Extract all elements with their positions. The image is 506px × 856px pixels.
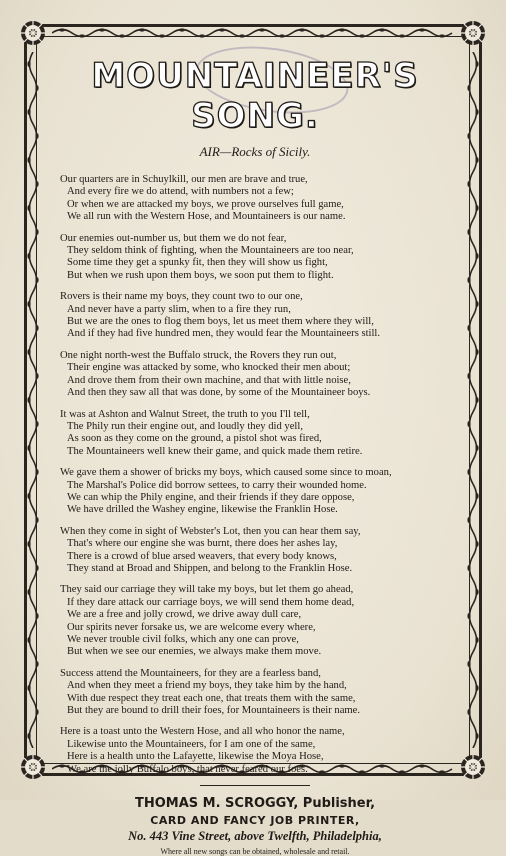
top-vine-ornament — [52, 26, 454, 40]
stanza — [60, 174, 450, 224]
lyric-line: And every fire we do attend, with numbers not a few; — [67, 186, 294, 198]
lyric-line: With due respect they treat each one, that treats them with the same, — [67, 692, 356, 704]
song-title: MOUNTAINEER'S SONG. — [91, 56, 419, 136]
lyric-line: Rovers is their name my boys, they count two to our one, — [60, 291, 303, 303]
stanza — [60, 350, 450, 400]
lyric-line: We all run with the Western Hose, and Mountaineers is our name. — [67, 211, 346, 223]
lyric-line: But we are the ones to flog them boys, let us meet them where they will, — [67, 316, 374, 328]
lyric-line: And never have a party slim, when to a fire they run, — [67, 303, 291, 315]
publisher-address: No. 443 Vine Street, above Twelfth, Philadelphia, — [128, 829, 382, 844]
lyric-line: We never trouble civil folks, which any one can prove, — [67, 634, 299, 645]
lyric-line: As soon as they come on the ground, a pistol shot was fired, — [67, 433, 322, 445]
lyric-line: The Phily run their engine out, and loudly they did yell, — [67, 420, 303, 432]
corner-rosette-icon — [18, 18, 48, 48]
lyric-line: And when they meet a friend my boys, they take him by the hand, — [67, 680, 347, 692]
stanza — [60, 526, 450, 576]
lyrics — [60, 174, 450, 776]
lyric-line: Here is a toast unto the Western Hose, and all who honor the name, — [60, 726, 345, 738]
right-vine-ornament — [466, 52, 480, 748]
lyric-line: We are the jolly Buffalo boys, that never feared our foes. — [67, 763, 308, 775]
lyric-line: But they are bound to drill their foes, for Mountaineers is their name. — [67, 705, 361, 717]
lyric-line: That's where our engine she was burnt, there does her ashes lay, — [67, 538, 338, 550]
lyric-line: Our enemies out-number us, but them we do not fear, — [60, 232, 287, 244]
lyric-line: Here is a health unto the Lafayette, likewise the Moya Hose, — [67, 751, 324, 763]
publisher-note: Where all new songs can be obtained, wholesale and retail. — [160, 847, 350, 856]
lyric-line: Success attend the Mountaineers, for they are a fearless band, — [60, 667, 321, 679]
lyric-line: We can whip the Phily engine, and their friends if they dare oppose, — [67, 491, 355, 503]
lyric-line: When they come in sight of Webster's Lot, then you can hear them say, — [60, 525, 361, 537]
lyric-line: Our quarters are in Schuylkill, our men are brave and true, — [60, 174, 308, 185]
lyric-line: They seldom think of fighting, when the Mountaineers are too near, — [67, 245, 354, 257]
lyric-line: Some time they get a spunky fit, then they will show us fight, — [67, 257, 328, 269]
lyric-line: And drove them from their own machine, and that with little noise, — [67, 374, 351, 386]
lyric-line: There is a crowd of blue arsed weavers, that every body knows, — [67, 550, 337, 562]
lyric-line: We gave them a shower of bricks my boys, which caused some since to moan, — [60, 467, 392, 479]
stanza — [60, 467, 450, 517]
lyric-line: But when we rush upon them boys, we soon put them to flight. — [67, 269, 334, 281]
lyric-line: Or when we are attacked my boys, we prove ourselves full game, — [67, 198, 344, 210]
lyric-line: If they dare attack our carriage boys, we will send them home dead, — [67, 596, 355, 608]
publisher-name: THOMAS M. SCROGGY, Publisher, — [134, 796, 376, 812]
lyric-line: They stand at Broad and Shippen, and belong to the Franklin Hose. — [67, 562, 353, 574]
stanza — [60, 726, 450, 776]
stanza — [60, 584, 450, 658]
lyric-line: They said our carriage they will take my boys, but let them go ahead, — [60, 584, 354, 596]
lyric-line: And if they had five hundred men, they would fear the Mountaineers still. — [67, 328, 381, 340]
song-content — [60, 52, 450, 856]
lyric-line: Their engine was attacked by some, who knocked their men about; — [67, 362, 351, 374]
lyric-line: The Marshal's Police did borrow settees, to carry their wounded home. — [67, 479, 367, 491]
stanza — [60, 409, 450, 459]
left-vine-ornament — [26, 52, 40, 748]
stanza — [60, 291, 450, 341]
lyric-line: We are a free and jolly crowd, we drive away dull care, — [67, 609, 302, 621]
lyric-line: And then they saw all that was done, by some of the Mountaineer boys. — [67, 387, 371, 399]
air-subtitle: AIR—Rocks of Sicily. — [199, 144, 311, 159]
lyric-line: The Mountaineers well knew their game, and quick made them retire. — [67, 445, 363, 457]
publisher-trade: CARD AND FANCY JOB PRINTER, — [150, 814, 360, 828]
lyric-line: It was at Ashton and Walnut Street, the truth to you I'll tell, — [60, 408, 310, 420]
stanza — [60, 668, 450, 718]
lyric-line: One night north-west the Buffalo struck, the Rovers they run out, — [60, 349, 337, 361]
corner-rosette-icon — [458, 18, 488, 48]
lyric-line: We have drilled the Washey engine, likewise the Franklin Hose. — [67, 504, 338, 516]
corner-rosette-icon — [18, 752, 48, 782]
corner-rosette-icon — [458, 752, 488, 782]
lyric-line: But when we see our enemies, we always make them move. — [67, 646, 322, 658]
divider — [200, 785, 310, 786]
lyric-line: Likewise unto the Mountaineers, for I am one of the same, — [67, 738, 316, 750]
stanza — [60, 233, 450, 283]
lyric-line: Our spirits never forsake us, we are welcome every where, — [67, 621, 316, 633]
